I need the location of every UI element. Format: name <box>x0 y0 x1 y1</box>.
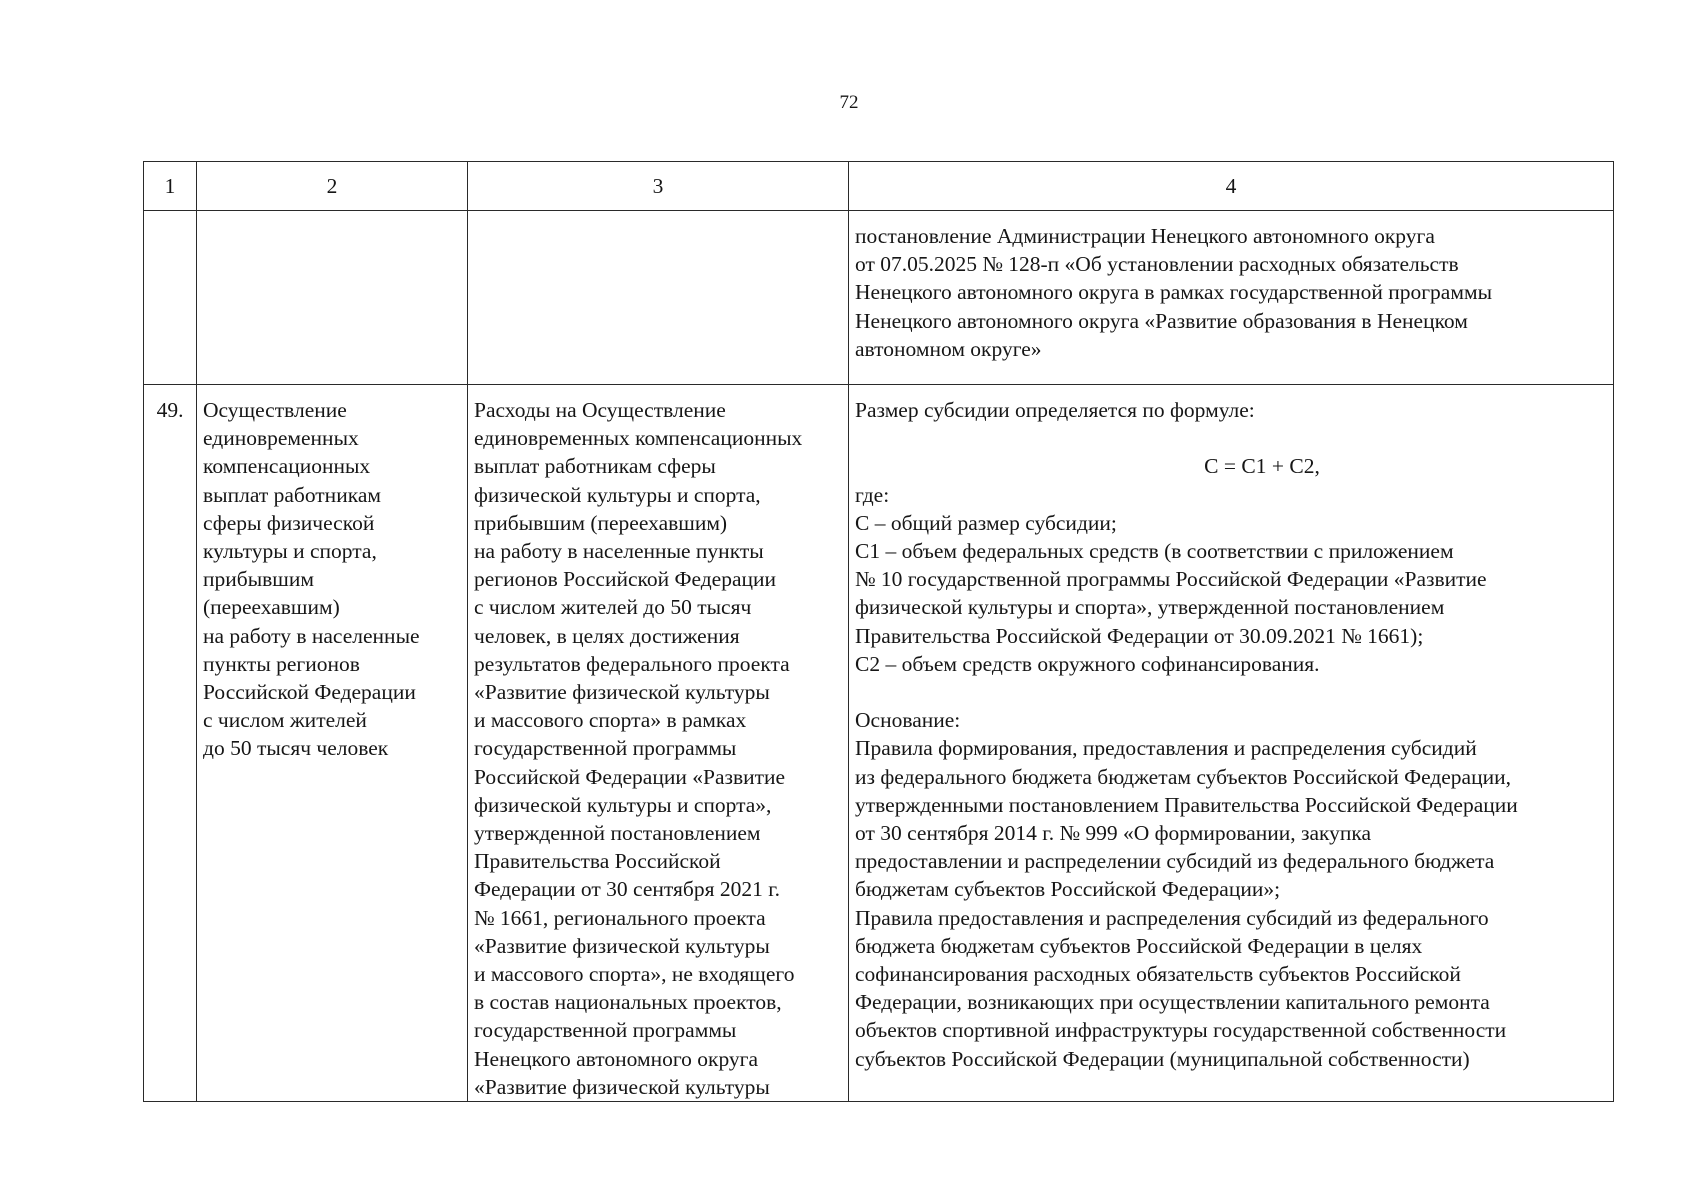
text-line: от 07.05.2025 № 128-п «Об установлении расходных обязательств <box>855 252 1459 277</box>
row-49-expenses-cell <box>468 385 849 1102</box>
text-line: Ненецкого автономного округа в рамках государственной программы <box>855 280 1493 305</box>
basis-line: Федерации, возникающих при осуществлении капитального ремонта <box>855 990 1490 1015</box>
text-line: пункты регионов <box>203 651 360 676</box>
column-header-4: 4 <box>849 162 1614 211</box>
text-line: регионов Российской Федерации <box>474 567 777 592</box>
text-line: Федерации от 30 сентября 2021 г. <box>474 877 780 902</box>
text-line: утвержденной постановлением <box>474 821 761 846</box>
basis-line: бюджета бюджетам субъектов Российской Федерации в целях <box>855 933 1423 958</box>
text-line: и массового спорта» в рамках <box>474 708 747 733</box>
subsidy-formula: С = С1 + С2, <box>1204 454 1320 479</box>
text-line: в состав национальных проектов, <box>474 990 782 1015</box>
basis-line: объектов спортивной инфраструктуры государственной собственности <box>855 1018 1507 1043</box>
text-line: единовременных <box>203 426 359 451</box>
text-line: Российской Федерации «Развитие <box>474 764 786 789</box>
text-line: человек, в целях достижения <box>474 623 740 648</box>
text-line: государственной программы <box>474 1018 737 1043</box>
table-row-continuation <box>144 211 1614 385</box>
text-line: единовременных компенсационных <box>474 426 803 451</box>
text-line: выплат работникам <box>203 482 381 507</box>
column-header-3: 3 <box>468 162 849 211</box>
text-line: «Развитие физической культуры <box>474 933 770 958</box>
continuation-cell-1 <box>144 211 197 385</box>
text-line: Расходы на Осуществление <box>474 398 726 422</box>
text-line: № 1661, регионального проекта <box>474 905 766 930</box>
row-49-name-cell <box>197 385 468 1102</box>
definition-line: С1 – объем федеральных средств (в соответствии с приложением <box>855 539 1454 563</box>
basis-line: утвержденными постановлением Правительства Российской Федерации <box>855 792 1518 817</box>
table-row-49 <box>144 385 1614 1102</box>
definition-line: физической культуры и спорта», утвержденной постановлением <box>855 595 1445 620</box>
blank-line <box>855 678 1609 706</box>
text-line: Правительства Российской <box>474 849 721 874</box>
text-line: компенсационных <box>203 454 371 479</box>
text-line: постановление Администрации Ненецкого автономного округа <box>855 224 1435 248</box>
basis-line: от 30 сентября 2014 г. № 999 «О формировании, закупка <box>855 821 1372 846</box>
formula-intro: Размер субсидии определяется по формуле: <box>855 398 1255 422</box>
text-line: прибывшим (переехавшим) <box>474 510 728 535</box>
blank-line <box>855 424 1609 452</box>
continuation-cell-2 <box>197 211 468 385</box>
continuation-cell-4 <box>849 211 1614 385</box>
text-line: прибывшим <box>203 567 314 592</box>
page-number: 72 <box>839 92 859 113</box>
definition-line: С2 – объем средств окружного софинансирования. <box>855 651 1320 676</box>
text-line: с числом жителей до 50 тысяч <box>474 595 752 620</box>
basis-line: субъектов Российской Федерации (муниципальной собственности) <box>855 1046 1470 1071</box>
text-line: культуры и спорта, <box>203 539 377 564</box>
text-line: на работу в населенные пункты <box>474 539 764 564</box>
text-line: и массового спорта», не входящего <box>474 962 795 987</box>
text-line: физической культуры и спорта», <box>474 792 772 817</box>
basis-label: Основание: <box>855 708 961 733</box>
text-line: Ненецкого автономного округа «Развитие образования в Ненецком <box>855 308 1468 333</box>
text-line: физической культуры и спорта, <box>474 482 761 507</box>
basis-line: софинансирования расходных обязательств субъектов Российской <box>855 962 1461 987</box>
text-line: «Развитие физической культуры <box>474 1074 770 1099</box>
text-line: выплат работникам сферы <box>474 454 716 479</box>
definition-line: № 10 государственной программы Российской Федерации «Развитие <box>855 567 1487 592</box>
basis-line: бюджетам субъектов Российской Федерации»; <box>855 877 1281 902</box>
row-number: 49. <box>144 385 197 1102</box>
column-header-2: 2 <box>197 162 468 211</box>
text-line: «Развитие физической культуры <box>474 680 770 705</box>
basis-line: из федерального бюджета бюджетам субъектов Российской Федерации, <box>855 764 1511 789</box>
row-49-calculation-cell <box>849 385 1614 1102</box>
text-line: сферы физической <box>203 510 375 535</box>
definition-line: С – общий размер субсидии; <box>855 510 1117 535</box>
basis-line: предоставлении и распределении субсидий из федерального бюджета <box>855 849 1495 874</box>
text-line: Ненецкого автономного округа <box>474 1046 759 1071</box>
text-line: Осуществление <box>203 398 347 422</box>
text-line: (переехавшим) <box>203 595 340 620</box>
text-line: до 50 тысяч человек <box>203 736 389 761</box>
text-line: на работу в населенные <box>203 623 420 648</box>
text-line: автономном округе» <box>855 336 1042 361</box>
text-line: Российской Федерации <box>203 680 416 705</box>
text-line: с числом жителей <box>203 708 367 733</box>
basis-line: Правила формирования, предоставления и распределения субсидий <box>855 736 1477 761</box>
continuation-cell-3 <box>468 211 849 385</box>
text-line: результатов федерального проекта <box>474 651 790 676</box>
basis-line: Правила предоставления и распределения субсидий из федерального <box>855 905 1489 930</box>
table-header-row <box>144 162 1614 211</box>
column-header-1: 1 <box>144 162 197 211</box>
text-line: государственной программы <box>474 736 737 761</box>
budget-obligations-table <box>143 161 1614 1102</box>
where-label: где: <box>855 482 890 507</box>
definition-line: Правительства Российской Федерации от 30.09.2021 № 1661); <box>855 623 1424 648</box>
